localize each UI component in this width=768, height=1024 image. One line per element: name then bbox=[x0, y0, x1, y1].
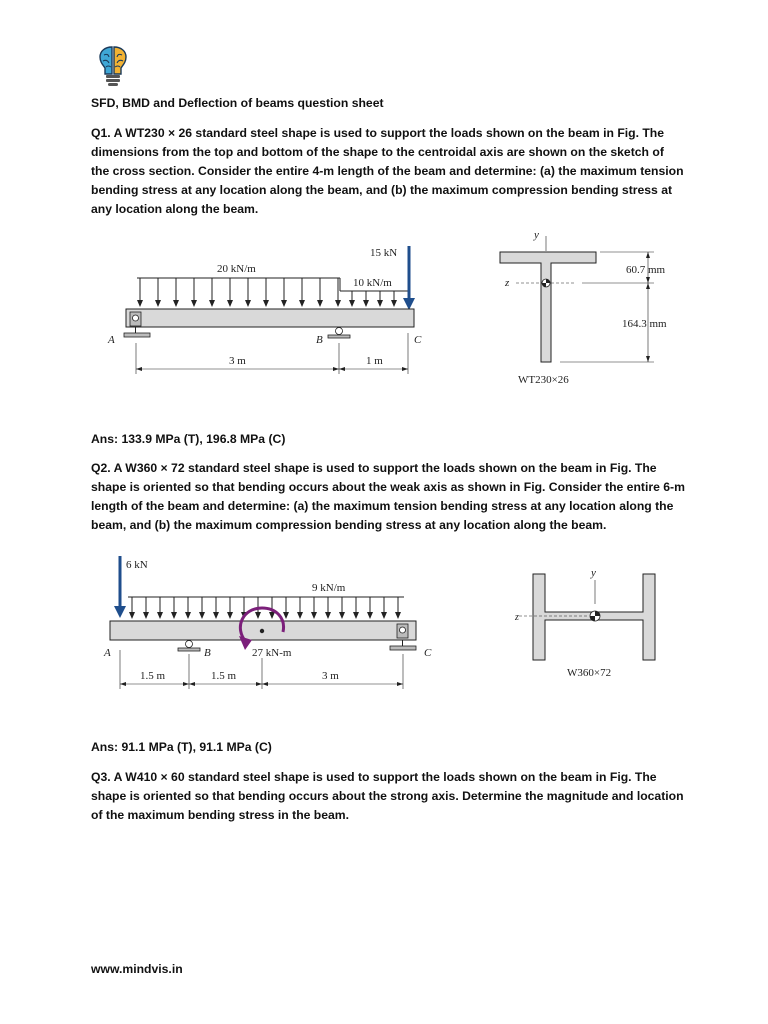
beam bbox=[126, 309, 414, 327]
span-2-label: 1.5 m bbox=[211, 670, 237, 682]
span-1-label: 1.5 m bbox=[140, 670, 166, 682]
udl-1-arrows bbox=[140, 278, 338, 304]
label-b: B bbox=[316, 334, 323, 346]
footer-website: www.mindvis.in bbox=[91, 962, 183, 976]
q1-beam-diagram bbox=[100, 238, 440, 378]
tee-section bbox=[500, 252, 596, 362]
label-a: A bbox=[104, 647, 111, 659]
question-1-answer: Ans: 133.9 MPa (T), 196.8 MPa (C) bbox=[91, 432, 286, 446]
label-c: C bbox=[424, 647, 432, 659]
section-name-label: W360×72 bbox=[567, 667, 612, 679]
axis-z-label: z bbox=[505, 277, 510, 289]
roller-support-b bbox=[186, 641, 193, 648]
question-2-text: Q2. A W360 × 72 standard steel shape is used to support the loads shown on the beam in Fig. The shape is oriented so that bending occurs about the weak axis as shown in Fig. Consider the entire 6-m length of the beam and determine: (a) the maximum tension bending stress at any location along the beam, and (b) the maximum compression bending stress at any location along the beam. bbox=[91, 461, 685, 532]
udl-label: 9 kN/m bbox=[312, 582, 346, 594]
q1-wt-section-diagram bbox=[490, 226, 690, 391]
page-title: SFD, BMD and Deflection of beams question sheet bbox=[91, 96, 384, 110]
dim-bottom-label: 164.3 mm bbox=[622, 318, 667, 330]
q2-w-section-diagram bbox=[505, 562, 675, 682]
question-2-answer: Ans: 91.1 MPa (T), 91.1 MPa (C) bbox=[91, 740, 272, 754]
roller-support-b bbox=[336, 328, 343, 335]
span-2-label: 1 m bbox=[366, 355, 383, 367]
question-1-text: Q1. A WT230 × 26 standard steel shape is used to support the loads shown on the beam in Fig. The dimensions from the top and bottom of the shape to the centroidal axis are shown on the sketch of the cross section. Consider the entire 4-m length of the beam and determine: (a) the maximum tension bending stress at any location along the beam, and (b) the maximum compression bending stress at any location along the beam. bbox=[91, 126, 684, 216]
axis-z-label: z bbox=[515, 612, 519, 623]
span-3-label: 3 m bbox=[322, 670, 339, 682]
span-1-label: 3 m bbox=[229, 355, 246, 367]
label-c: C bbox=[414, 334, 422, 346]
udl-2-arrows bbox=[352, 291, 394, 304]
udl-1-arrowheads bbox=[137, 300, 341, 307]
udl-2-label: 10 kN/m bbox=[353, 277, 392, 289]
question-3-text: Q3. A W410 × 60 standard steel shape is used to support the loads shown on the beam in Fig. The shape is oriented so that bending occurs about the strong axis. Determine the magnitude and location of the maximum bending stress in the beam. bbox=[91, 770, 684, 822]
q2-beam-diagram bbox=[100, 550, 440, 690]
point-load-label: 6 kN bbox=[126, 559, 148, 571]
brain-bulb-logo-icon bbox=[95, 44, 131, 88]
label-b: B bbox=[204, 647, 211, 659]
axis-y-label: y bbox=[534, 229, 539, 241]
label-a: A bbox=[108, 334, 115, 346]
dim-top-label: 60.7 mm bbox=[626, 264, 666, 276]
moment-label: 27 kN-m bbox=[252, 647, 292, 659]
point-load-label: 15 kN bbox=[370, 247, 398, 259]
section-name-label: WT230×26 bbox=[518, 374, 569, 386]
axis-y-label: y bbox=[591, 567, 596, 579]
udl-1-label: 20 kN/m bbox=[217, 263, 256, 275]
